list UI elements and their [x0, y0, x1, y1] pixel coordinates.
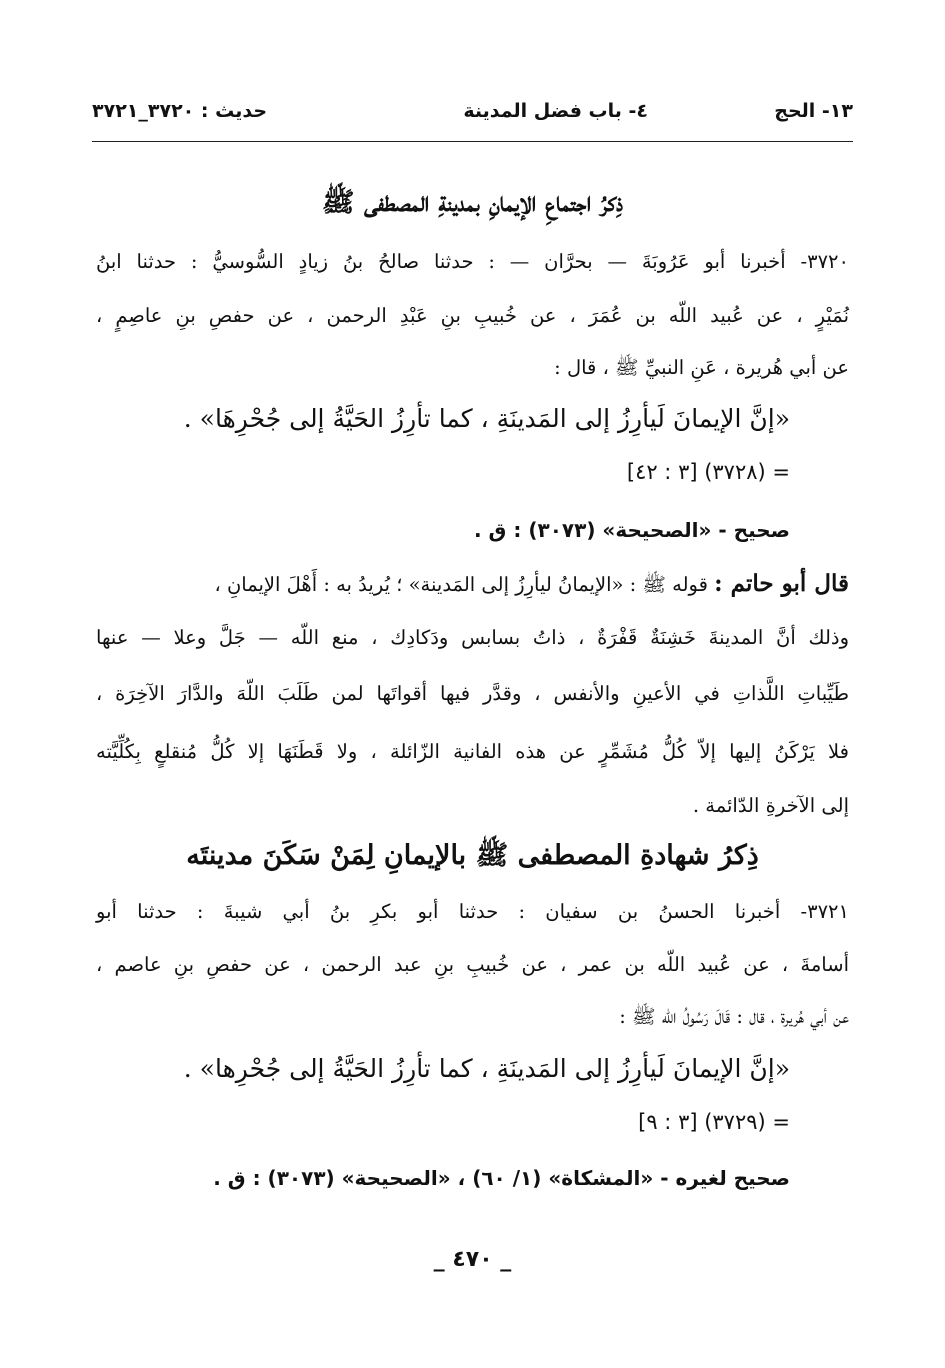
section-heading: ذِكرُ شهادةِ المصطفى ﷺ بالإيمانِ لِمَنْ سَكَنَ مدينتَه [186, 840, 759, 871]
book-title: ١٣- الحج [774, 100, 853, 122]
header-divider [92, 141, 853, 142]
hadith-range: حديث : ٣٧٢٠_٣٧٢١ [92, 100, 268, 122]
authenticity-grade: صحيح - «الصحيحة» (٣٠٧٣) : ق . [473, 518, 790, 542]
running-header [92, 96, 853, 130]
authenticity-grade: صحيح لغيره - «المشكاة» (١/ ٦٠) ، «الصحيحة» (٣٠٧٣) : ق . [213, 1166, 790, 1190]
section-heading: ذِكرُ اجتماعِ الإيمانِ بمدينةِ المصطفى ﷺ [321, 187, 624, 218]
isnad-line: عن أبي هُريرة ، عَنِ النبيِّ ﷺ ، قال : [554, 356, 849, 379]
isnad-line: عن أبي هُريرة ، قال : قَالَ رَسُولُ اللّه ﷺ : [619, 1005, 849, 1028]
commentary-text: قوله ﷺ : «الإيمانُ ليأرِزُ إلى المَدينة» ؛ يُريدُ به : أَهْلَ الإيمانِ ، [214, 573, 708, 596]
commentary-first-line [96, 570, 849, 601]
commentary-lead: قال أبو حاتم : [714, 570, 849, 597]
commentary-line: وذلك أنَّ المدينةَ خَشِنَةٌ قَفْرَةٌ ، ذاتُ بسابس ودَكادِك ، منع اللّه — جَلَّ وعلا — عنها [96, 626, 849, 649]
page-number: _ ٤٧٠ _ [433, 1247, 512, 1272]
isnad-line: نُمَيْرٍ ، عن عُبيد اللّه بن عُمَرَ ، عن خُبيبِ بنِ عَبْدِ الرحمن ، عن حفصِ بنِ عاصِمٍ ، [96, 304, 849, 327]
isnad-line: ٣٧٢١- أخبرنا الحسنُ بن سفيان : حدثنا أبو بكرِ بنُ أبي شيبةَ : حدثنا أبو [96, 900, 849, 923]
hadith-text: «إنَّ الإيمانَ لَيأرِزُ إلى المَدينَةِ ، كما تأرِزُ الحَيَّةُ إلى جُحْرِهَا» . [183, 404, 790, 433]
isnad-line: أسامةَ ، عن عُبيد اللّه بن عمر ، عن خُبيبِ بنِ عبد الرحمن ، عن حفصِ بنِ عاصم ، [96, 953, 849, 976]
commentary-line: فلا يَرْكَنُ إليها إلاّ كُلُّ مُشَمِّرٍ عن هذه الفانية الزّائلة ، ولا قَطَنَهَا إلا كُلُّ مُنقلعٍ بِكُلِّيَّته [96, 740, 849, 763]
cross-reference: = (٣٧٢٨) [٣ : ٤٢] [626, 460, 790, 484]
commentary-line: إلى الآخرةِ الدّائمة . [692, 794, 849, 817]
cross-reference: = (٣٧٢٩) [٣ : ٩] [638, 1110, 790, 1134]
chapter-title: ٤- باب فضل المدينة [463, 100, 648, 122]
commentary-line: طَيِّباتِ اللَّذاتِ في الأعينِ والأنفس ، وقدَّر فيها أقواتَها لمن طَلَبَ اللّهَ والدَّارَ الآخِرَة ، [96, 682, 849, 705]
isnad-line: ٣٧٢٠- أخبرنا أبو عَرُوبَةَ — بحرَّان — : حدثنا صالحُ بنُ زيادٍ السُّوسيُّ : حدثنا ابنُ [96, 250, 849, 273]
hadith-text: «إنَّ الإيمانَ لَيأرِزُ إلى المَدينَةِ ، كما تأرِزُ الحَيَّةُ إلى جُحْرِها» . [183, 1054, 790, 1083]
